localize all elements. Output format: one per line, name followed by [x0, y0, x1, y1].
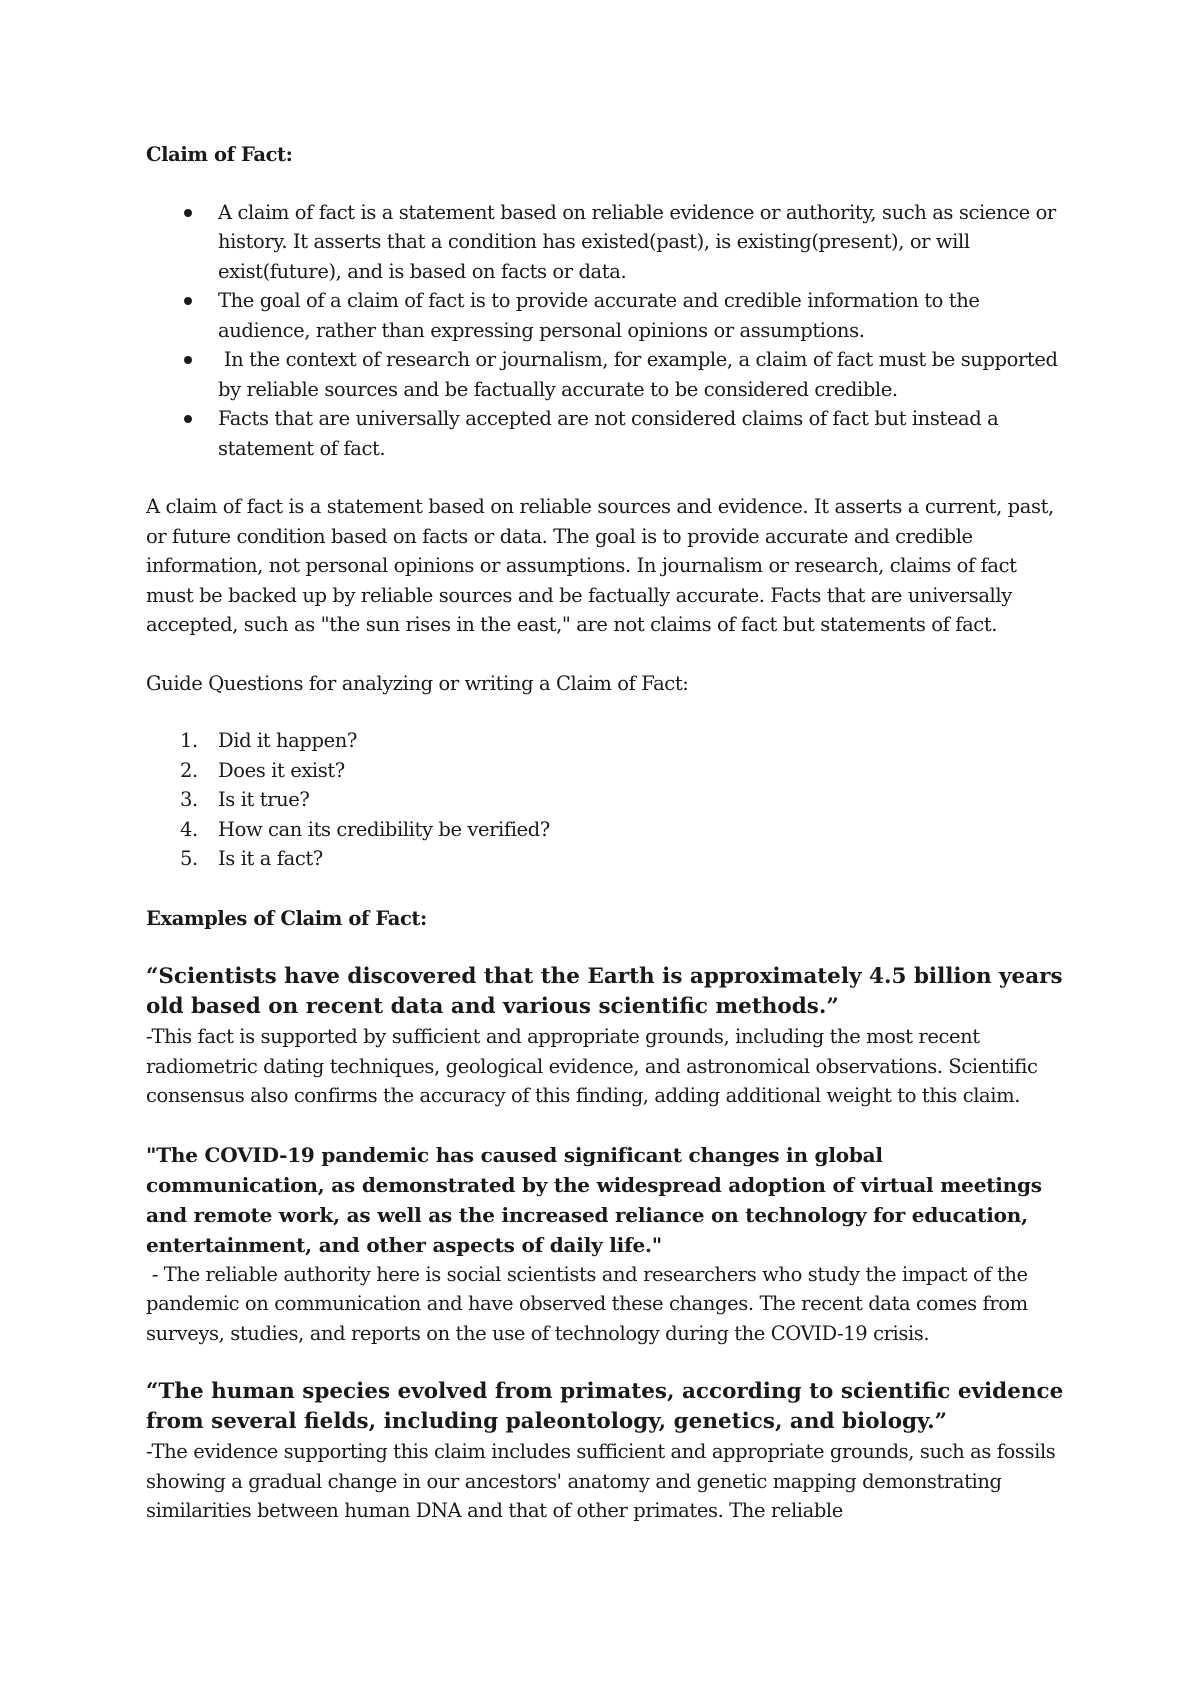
- bullet-item: [146, 345, 1066, 404]
- example-claim: “The human species evolved from primates, according to scientific evidence from several fields, including paleontology, genetics, and biology.”: [146, 1379, 1064, 1434]
- section-heading: Claim of Fact:: [146, 143, 293, 166]
- guide-question: [146, 844, 1066, 874]
- bullet-item: [146, 198, 1066, 287]
- bullet-icon: [184, 209, 192, 217]
- question-number: 2.: [180, 758, 198, 782]
- guide-question-list: [146, 726, 1066, 874]
- bullet-list: [146, 198, 1066, 464]
- guide-question: [146, 756, 1066, 786]
- bullet-text: Facts that are universally accepted are not considered claims of fact but instead a statement of fact.: [218, 407, 999, 460]
- guide-intro: Guide Questions for analyzing or writing a Claim of Fact:: [146, 671, 689, 695]
- bullet-item: [146, 286, 1066, 345]
- example-claim: “Scientists have discovered that the Earth is approximately 4.5 billion years old based on recent data and various scientific methods.”: [146, 964, 1063, 1019]
- question-text: How can its credibility be verified?: [218, 817, 550, 841]
- question-number: 3.: [180, 788, 198, 811]
- bullet-text: The goal of a claim of fact is to provide accurate and credible information to the audience, rather than expressing personal opinions or assumptions.: [218, 289, 980, 342]
- example-claim: "The COVID-19 pandemic has caused significant changes in global communication, as demonstrated by the widespread adoption of virtual meetings and remote work, as well as the increased reliance on technology for education, entertainment, and other aspects of daily life.": [146, 1142, 1042, 1257]
- question-text: Does it exist?: [218, 758, 345, 782]
- example-block: [146, 962, 1066, 1111]
- question-number: 5.: [180, 847, 198, 870]
- example-block: [146, 1377, 1066, 1526]
- examples-heading: Examples of Claim of Fact:: [146, 906, 427, 930]
- question-number: 1.: [180, 729, 198, 752]
- guide-question: [146, 785, 1066, 815]
- document-page: [146, 140, 1066, 1526]
- example-explanation: -This fact is supported by sufficient and appropriate grounds, including the most recent radiometric dating techniques, geological evidence, and astronomical observations. Scientific consensus also confirms the accuracy of this finding, adding additional weight to this claim.: [146, 1025, 1038, 1107]
- guide-question: [146, 815, 1066, 845]
- question-number: 4.: [180, 817, 198, 841]
- bullet-icon: [184, 356, 192, 364]
- bullet-icon: [184, 297, 192, 305]
- question-text: Is it a fact?: [218, 847, 323, 870]
- bullet-icon: [184, 415, 192, 423]
- guide-question: [146, 726, 1066, 756]
- bullet-item: [146, 404, 1066, 463]
- summary-paragraph: A claim of fact is a statement based on reliable sources and evidence. It asserts a current, past, or future condition based on facts or data. The goal is to provide accurate and credible information, not personal opinions or assumptions. In journalism or research, claims of fact must be backed up by reliable sources and be factually accurate. Facts that are universally accepted, such as "the sun rises in the east," are not claims of fact but statements of fact.: [146, 495, 1054, 636]
- example-block: [146, 1140, 1066, 1349]
- bullet-text: In the context of research or journalism, for example, a claim of fact must be supported by reliable sources and be factually accurate to be considered credible.: [218, 348, 1064, 401]
- example-explanation: - The reliable authority here is social scientists and researchers who study the impact of the pandemic on communication and have observed these changes. The recent data comes from surveys, studies, and reports on the use of technology during the COVID-19 crisis.: [146, 1262, 1034, 1345]
- question-text: Did it happen?: [218, 729, 357, 752]
- example-explanation: -The evidence supporting this claim includes sufficient and appropriate grounds, such as fossils showing a gradual change in our ancestors' anatomy and genetic mapping demonstrating similarities between human DNA and that of other primates. The reliable: [146, 1440, 1056, 1522]
- question-text: Is it true?: [218, 788, 310, 811]
- bullet-text: A claim of fact is a statement based on reliable evidence or authority, such as science or history. It asserts that a condition has existed(past), is existing(present), or will exist(future), and is based on facts or data.: [218, 200, 1056, 283]
